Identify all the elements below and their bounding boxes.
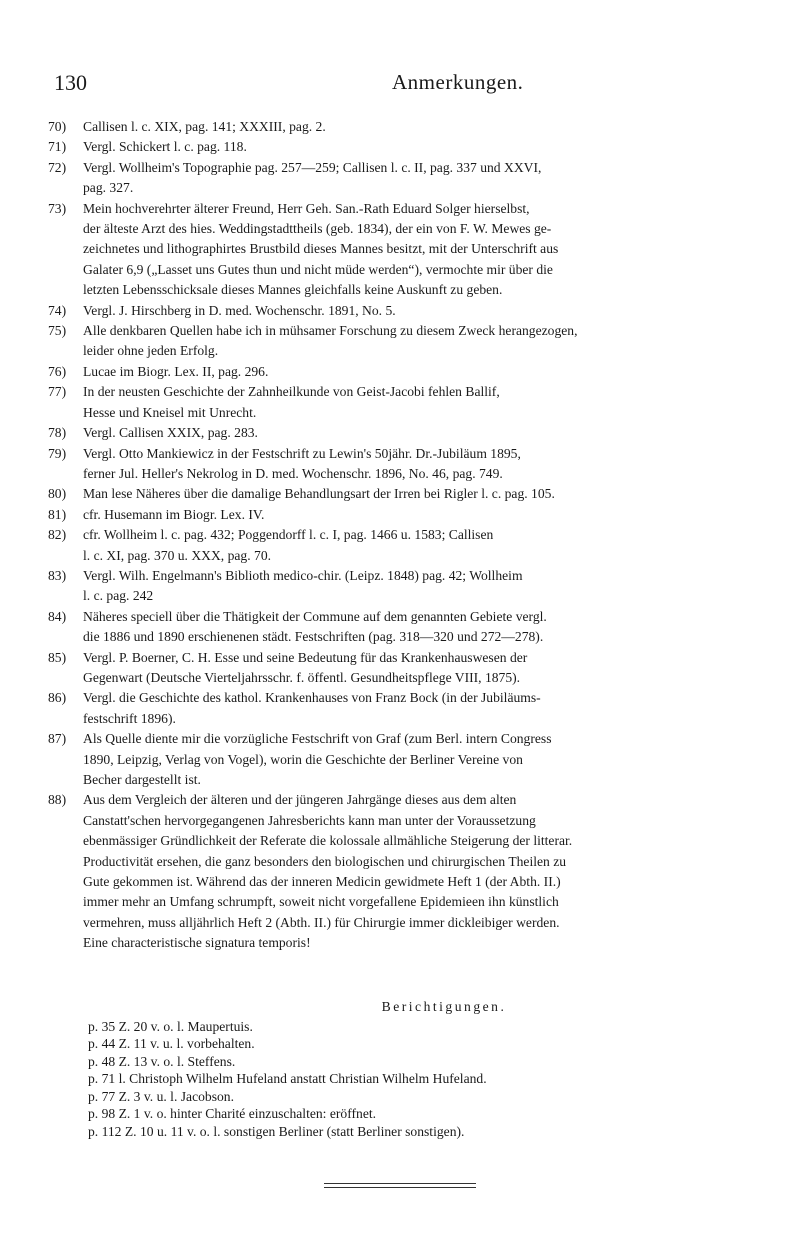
- endnote: [48, 199, 760, 301]
- endnote-number: 87): [48, 731, 67, 747]
- endnote-number: 81): [48, 506, 67, 522]
- errata-entry: p. 44 Z. 11 v. u. l. vorbehalten.: [88, 1036, 255, 1051]
- errata-entry: p. 112 Z. 10 u. 11 v. o. l. sonstigen Berliner (statt Berliner sonstigen).: [88, 1123, 465, 1139]
- endnote-number: 73): [48, 200, 67, 216]
- endnotes-list: [48, 117, 760, 954]
- endnote-text: cfr. Wollheim l. c. pag. 432; Poggendorff l. c. I, pag. 1466 u. 1583; Callisen l. c. XI, pag. 370 u. XXX, pag. 70.: [83, 527, 494, 563]
- errata-entry: p. 35 Z. 20 v. o. l. Maupertuis.: [88, 1018, 253, 1034]
- endnote-text: Aus dem Vergleich der älteren und der jüngeren Jahrgänge dieses aus dem alten Canstatt'schen hervorgegangenen Jahresberichts kann man unter der Voraussetzung ebenmässiger Gründlichkeit der Referate die kolossale allmähliche Steigerung der litterar. Productivität ersehen, die ganz besonders den biologischen und chirurgischen Theilen zu Gute gekommen ist. Während das der inneren Medicin gewidmete Heft 1 (der Abth. II.) immer mehr an Umfang schrumpft, soweit nicht vorgefallene Epidemieen ihn künstlich vermehren, muss alljährlich Heft 2 (Abth. II.) für Chirurgie immer dickleibiger werden. Eine characteristische signatura temporis!: [83, 792, 573, 951]
- endnote: [48, 505, 760, 525]
- endnote-number: 72): [48, 159, 67, 175]
- endnote-text: Lucae im Biogr. Lex. II, pag. 296.: [83, 363, 269, 379]
- endnote-text: Vergl. die Geschichte des kathol. Krankenhauses von Franz Bock (in der Jubiläums- festschrift 1896).: [83, 690, 541, 726]
- endnote: [48, 790, 760, 953]
- endnote-number: 85): [48, 649, 67, 665]
- endnote: [48, 301, 760, 321]
- endnote: [48, 117, 760, 137]
- page-header: [54, 70, 754, 100]
- errata-entry: p. 48 Z. 13 v. o. l. Steffens.: [88, 1053, 236, 1069]
- endnote-number: 82): [48, 527, 67, 543]
- endnote-text: Vergl. P. Boerner, C. H. Esse und seine Bedeutung für das Krankenhauswesen der Gegenwart (Deutsche Vierteljahrsschr. f. öffentl. Gesundheitspflege VIII, 1875).: [83, 649, 528, 685]
- errata-section: [88, 998, 760, 1140]
- endnote: [48, 525, 760, 566]
- errata-list: [88, 1018, 760, 1141]
- endnote-number: 78): [48, 425, 67, 441]
- endnote-text: Alle denkbaren Quellen habe ich in mühsamer Forschung zu diesem Zweck herangezogen, leider ohne jeden Erfolg.: [83, 323, 578, 359]
- endnote: [48, 423, 760, 443]
- endnote-number: 75): [48, 323, 67, 339]
- endnote: [48, 648, 760, 689]
- endnote: [48, 137, 760, 157]
- endnote-text: Man lese Näheres über die damalige Behandlungsart der Irren bei Rigler l. c. pag. 105.: [83, 486, 555, 502]
- endnote: [48, 607, 760, 648]
- endnote-number: 80): [48, 486, 67, 502]
- endnote: [48, 566, 760, 607]
- endnote-number: 71): [48, 139, 67, 155]
- closing-rule-top: [324, 1183, 476, 1184]
- endnote-number: 76): [48, 363, 67, 379]
- endnote: [48, 158, 760, 199]
- page-number: 130: [54, 70, 87, 95]
- endnote-text: Vergl. Callisen XXIX, pag. 283.: [83, 425, 258, 441]
- running-title: Anmerkungen.: [392, 70, 524, 94]
- endnote: [48, 321, 760, 362]
- endnote-number: 79): [48, 445, 67, 461]
- endnote-text: cfr. Husemann im Biogr. Lex. IV.: [83, 506, 265, 522]
- endnote-number: 88): [48, 792, 67, 808]
- endnote-text: Näheres speciell über die Thätigkeit der Commune auf dem genannten Gebiete vergl. die 1886 und 1890 erschienenen städt. Festschriften (pag. 318—320 und 272—278).: [83, 608, 547, 645]
- endnote: [48, 688, 760, 729]
- endnote: [48, 484, 760, 504]
- endnote: [48, 382, 760, 423]
- errata-entry: p. 77 Z. 3 v. u. l. Jacobson.: [88, 1088, 234, 1104]
- closing-rule-bottom: [324, 1187, 476, 1188]
- endnote-text: Vergl. Wilh. Engelmann's Biblioth medico-chir. (Leipz. 1848) pag. 42; Wollheim l. c. pag. 242: [83, 567, 523, 604]
- endnote-number: 77): [48, 384, 67, 400]
- endnote-text: Vergl. J. Hirschberg in D. med. Wochenschr. 1891, No. 5.: [83, 302, 396, 318]
- endnote-text: In der neusten Geschichte der Zahnheilkunde von Geist-Jacobi fehlen Ballif, Hesse und Kneisel mit Unrecht.: [83, 384, 500, 420]
- endnote: [48, 362, 760, 382]
- endnote-text: Mein hochverehrter älterer Freund, Herr Geh. San.-Rath Eduard Solger hierselbst, der älteste Arzt des hies. Weddingstadttheils (geb. 1834), der ein von F. W. Mewes ge- zeichnetes und lithographirtes Brustbild dieses Mannes besitzt, mit der Unterschrift aus Galater 6,9 („Lasset uns Gutes thun und nicht müde werden“), vermochte mir über die letzten Lebensschicksale dieses Mannes gleichfalls keine Auskunft zu geben.: [83, 200, 559, 298]
- endnote: [48, 444, 760, 485]
- endnote-text: Vergl. Wollheim's Topographie pag. 257—259; Callisen l. c. II, pag. 337 und XXVI, pag. 327.: [83, 159, 542, 196]
- endnote-number: 70): [48, 119, 67, 134]
- endnote-text: Als Quelle diente mir die vorzügliche Festschrift von Graf (zum Berl. intern Congress 1890, Leipzig, Verlag von Vogel), worin die Geschichte der Berliner Vereine von Becher dargestellt ist.: [83, 731, 552, 787]
- errata-entry: p. 98 Z. 1 v. o. hinter Charité einzuschalten: eröffnet.: [88, 1106, 377, 1121]
- errata-title: Berichtigungen.: [381, 999, 507, 1014]
- endnote-text: Vergl. Otto Mankiewicz in der Festschrift zu Lewin's 50jähr. Dr.-Jubiläum 1895, ferner Jul. Heller's Nekrolog in D. med. Wochenschr. 1896, No. 46, pag. 749.: [83, 445, 521, 481]
- endnote-number: 86): [48, 690, 67, 706]
- endnote-number: 74): [48, 302, 67, 318]
- endnote: [48, 729, 760, 790]
- endnote-text: Vergl. Schickert l. c. pag. 118.: [83, 139, 247, 155]
- endnote-text: Callisen l. c. XIX, pag. 141; XXXIII, pag. 2.: [83, 119, 326, 134]
- endnote-number: 83): [48, 567, 67, 583]
- endnote-number: 84): [48, 608, 67, 624]
- errata-entry: p. 71 l. Christoph Wilhelm Hufeland anstatt Christian Wilhelm Hufeland.: [88, 1071, 487, 1086]
